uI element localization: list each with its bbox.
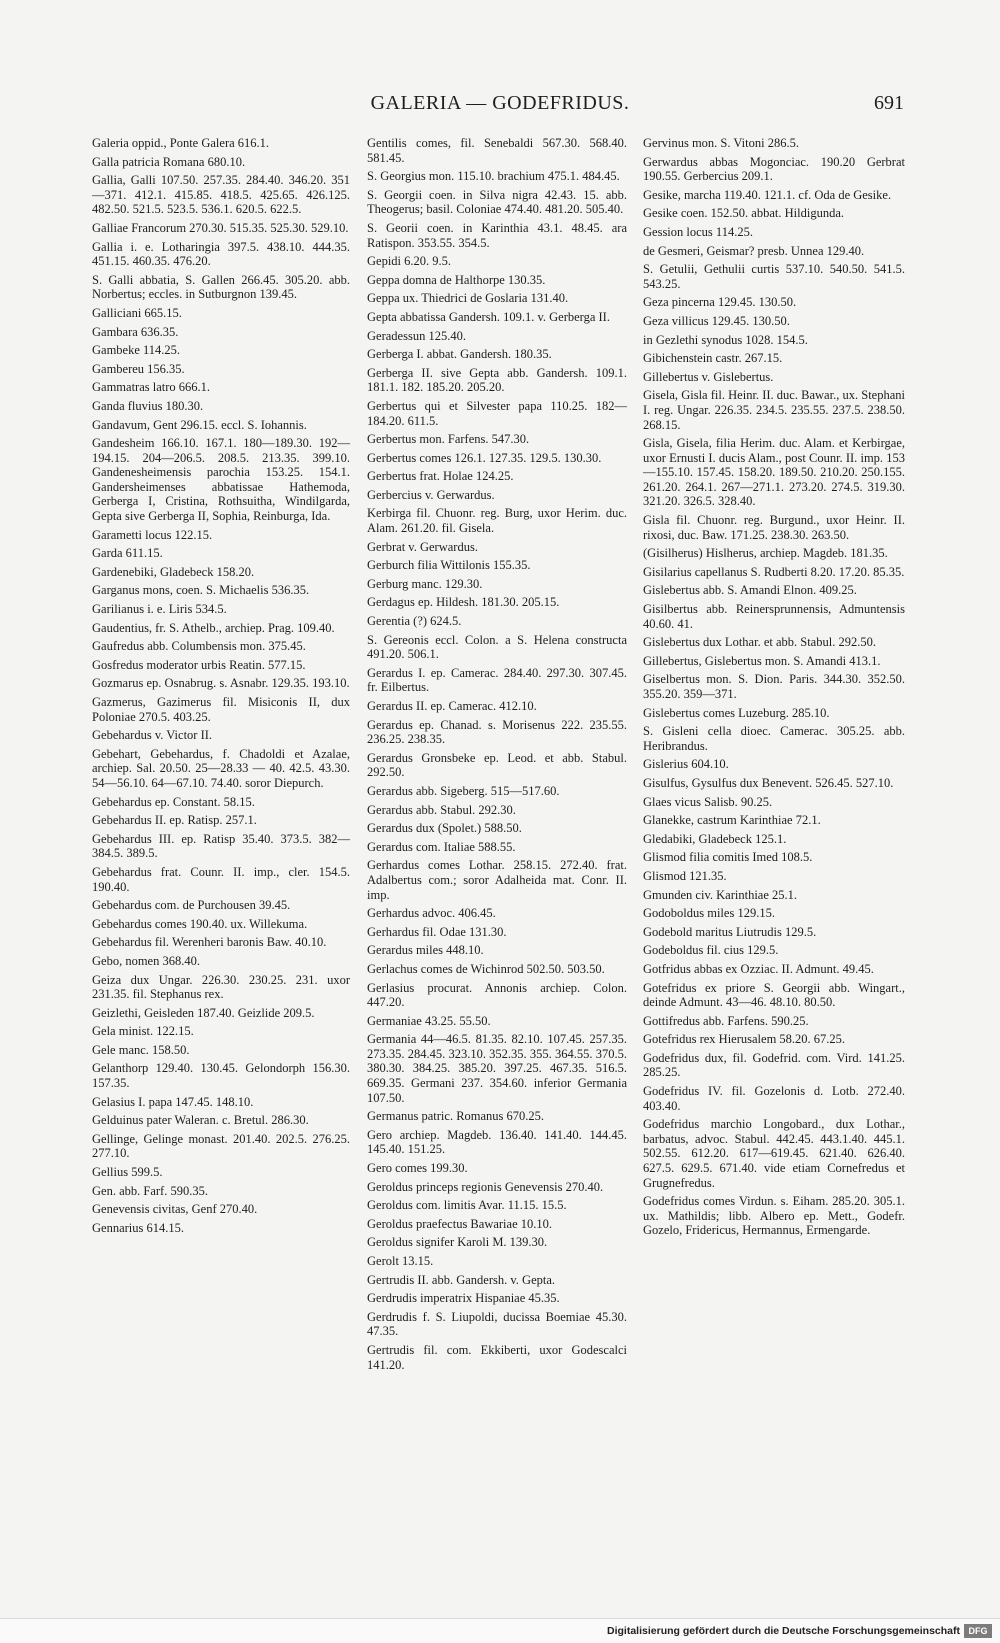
index-entry: Gerdrudis f. S. Liupoldi, ducissa Boemiae 45.30. 47.35. — [367, 1309, 627, 1339]
index-entry: Ganda fluvius 180.30. — [92, 398, 204, 413]
index-entry: Gazmerus, Gazimerus fil. Misiconis II, dux Poloniae 270.5. 403.25. — [92, 695, 350, 724]
index-entry: Gerdagus ep. Hildesh. 181.30. 205.15. — [367, 595, 560, 610]
index-entry: Gerardus ep. Chanad. s. Morisenus 222. 235.55. 236.25. 238.35. — [367, 717, 627, 747]
index-entry: Gerardus II. ep. Camerac. 412.10. — [367, 699, 537, 713]
index-entry: Gerentia (?) 624.5. — [367, 614, 462, 629]
index-entry: Glismod filia comitis Imed 108.5. — [643, 850, 813, 865]
index-entry: Gallia, Galli 107.50. 257.35. 284.40. 346.20. 351—371. 412.1. 415.85. 418.5. 425.65. 426.125. 482.50. 521.5. 523.5. 536.1. 620.5. 622.5. — [92, 173, 350, 217]
index-entry: Gerbertus qui et Silvester papa 110.25. 182—184.20. 611.5. — [367, 398, 627, 428]
index-entry: S. Gisleni cella dioec. Camerac. 305.25. abb. Heribrandus. — [643, 724, 905, 753]
index-entry: Gebehardus comes 190.40. ux. Willekuma. — [92, 916, 308, 931]
index-entry: Gerardus miles 448.10. — [367, 943, 484, 958]
index-entry: (Gisilherus) Hislherus, archiep. Magdeb. 181.35. — [643, 546, 888, 561]
footer-bar — [0, 1618, 1000, 1643]
index-entry: Gislebertus comes Luzeburg. 285.10. — [643, 705, 830, 720]
index-entry: Godefridus marchio Longobard., dux Lothar., barbatus, advoc. Stabul. 442.45. 443.1.40. 445.1. 502.55. 612.20. 617—619.45. 621.40. 626.40. 627.5. 629.5. 671.40. vide etiam Cornefredus et Grugnefredus. — [643, 1117, 905, 1190]
index-entry: Gozmarus ep. Osnabrug. s. Asnabr. 129.35. 193.10. — [92, 676, 350, 691]
index-entry: Gotfridus abbas ex Ozziac. II. Admunt. 49.45. — [643, 961, 874, 976]
index-entry: Gosfredus moderator urbis Reatin. 577.15. — [92, 657, 306, 672]
index-entry: Gero comes 199.30. — [367, 1161, 468, 1176]
index-entry: Garda 611.15. — [92, 546, 163, 561]
index-entry: Gerlasius procurat. Annonis archiep. Colon. 447.20. — [367, 980, 627, 1010]
index-entry: Garganus mons, coen. S. Michaelis 536.35. — [92, 583, 310, 598]
index-entry: S. Georgii coen. in Silva nigra 42.43. 15. abb. Theogerus; basil. Coloniae 474.40. 481.20. 505.40. — [367, 187, 627, 217]
index-entry: Geppa ux. Thiedrici de Goslaria 131.40. — [367, 291, 569, 306]
index-entry: Gibichenstein castr. 267.15. — [643, 351, 783, 366]
index-entry: Gandesheim 166.10. 167.1. 180—189.30. 192—194.15. 204—206.5. 208.5. 213.35. 399.10. Gandenesheimensis parochia 153.25. 154.1. Gandersheimenses abbatissae Hathemoda, Gerberga I, Cristina, Rothsuitha, Windilgarda, Gepta sive Gerberga II, Sophia, Reinburga, Ida. — [92, 436, 350, 524]
index-entry: Geizlethi, Geisleden 187.40. Geizlide 209.5. — [92, 1005, 315, 1020]
index-entry: Gallia i. e. Lotharingia 397.5. 438.10. 444.35. 451.15. 460.35. 476.20. — [92, 239, 350, 269]
index-entry: Gandavum, Gent 296.15. eccl. S. Iohannis. — [92, 417, 307, 432]
index-column-middle — [367, 136, 627, 1376]
index-entry: Gele manc. 158.50. — [92, 1042, 190, 1057]
index-entry: Godeboldus fil. cius 129.5. — [643, 943, 779, 958]
index-entry: Gebehardus com. de Purchousen 39.45. — [92, 898, 291, 913]
index-entry: Gession locus 114.25. — [643, 224, 753, 239]
index-entry: Gellinge, Gelinge monast. 201.40. 202.5. 276.25. 277.10. — [92, 1131, 350, 1161]
index-entry: S. Getulii, Gethulii curtis 537.10. 540.50. 541.5. 543.25. — [643, 262, 905, 291]
index-entry: Gillebertus v. Gislebertus. — [643, 369, 774, 384]
index-entry: Gentilis comes, fil. Senebaldi 567.30. 568.40. 581.45. — [367, 136, 627, 165]
index-entry: Gerardus Gronsbeke ep. Leod. et abb. Stabul. 292.50. — [367, 750, 627, 780]
index-entry: Gervinus mon. S. Vitoni 286.5. — [643, 136, 799, 150]
index-entry: Gerberga II. sive Gepta abb. Gandersh. 109.1. 181.1. 182. 185.20. 205.20. — [367, 365, 627, 395]
dfg-logo: DFG — [964, 1624, 992, 1638]
index-entry: Gerardus I. ep. Camerac. 284.40. 297.30. 307.45. fr. Eilbertus. — [367, 665, 627, 695]
page-header — [0, 92, 1000, 122]
index-entry: Gaufredus abb. Columbensis mon. 375.45. — [92, 639, 306, 654]
index-entry: S. Georii coen. in Karinthia 43.1. 48.45. ara Ratispon. 353.55. 354.5. — [367, 220, 627, 250]
index-entry: Geiza dux Ungar. 226.30. 230.25. 231. uxor 231.35. fil. Stephanus rex. — [92, 972, 350, 1002]
index-entry: Gebehart, Gebehardus, f. Chadoldi et Azalae, archiep. Sal. 20.50. 25—28.33 — 40. 42.5. 43.30. 54—56.10. 64—67.10. 74.40. soror Diepurch. — [92, 746, 350, 790]
index-entry: S. Georgius mon. 115.10. brachium 475.1. 484.45. — [367, 169, 620, 184]
index-entry: Gellius 599.5. — [92, 1165, 163, 1180]
index-entry: Gebehardus fil. Werenheri baronis Baw. 40.10. — [92, 935, 327, 950]
index-entry: Gelasius I. papa 147.45. 148.10. — [92, 1094, 254, 1109]
running-title: GALERIA — GODEFRIDUS. — [370, 92, 630, 114]
index-entry: Gebo, nomen 368.40. — [92, 953, 200, 968]
index-entry: Gebehardus II. ep. Ratisp. 257.1. — [92, 813, 257, 828]
index-entry: Galla patricia Romana 680.10. — [92, 154, 246, 169]
index-entry: Geza pincerna 129.45. 130.50. — [643, 295, 797, 310]
index-entry: Gammatras latro 666.1. — [92, 380, 211, 395]
index-entry: Gotefridus rex Hierusalem 58.20. 67.25. — [643, 1032, 846, 1047]
index-entry: Gisla fil. Chuonr. reg. Burgund., uxor Heinr. II. rixosi, duc. Baw. 171.25. 238.30. 263.50. — [643, 513, 905, 542]
index-entry: Geroldus princeps regionis Genevensis 270.40. — [367, 1179, 604, 1194]
index-entry: Gmunden civ. Karinthiae 25.1. — [643, 887, 798, 902]
index-entry: Gerlachus comes de Wichinrod 502.50. 503.50. — [367, 961, 605, 976]
index-entry: Gerardus dux (Spolet.) 588.50. — [367, 821, 522, 836]
index-entry: Gerhardus fil. Odae 131.30. — [367, 924, 507, 939]
index-entry: Godoboldus miles 129.15. — [643, 906, 775, 921]
index-entry: Gerbrat v. Gerwardus. — [367, 539, 478, 554]
index-entry: Godefridus comes Virdun. s. Eiham. 285.20. 305.1. ux. Mathildis; libb. Albero ep. Mett., Godefr. Gozelo, Fridericus, Hermannus, Ermengarde. — [643, 1194, 905, 1238]
index-entry: Gerburg manc. 129.30. — [367, 576, 483, 591]
index-entry: Godefridus IV. fil. Gozelonis d. Lotb. 272.40. 403.40. — [643, 1084, 905, 1113]
index-entry: Gerardus com. Italiae 588.55. — [367, 839, 516, 854]
index-entry: Gesike, marcha 119.40. 121.1. cf. Oda de Gesike. — [643, 187, 892, 202]
index-entry: Gennarius 614.15. — [92, 1220, 184, 1235]
index-entry: Giselbertus mon. S. Dion. Paris. 344.30. 352.50. 355.20. 359—371. — [643, 672, 905, 701]
index-entry: Geppa domna de Halthorpe 130.35. — [367, 272, 546, 287]
index-entry: Gerolt 13.15. — [367, 1254, 434, 1268]
index-entry: Gisela, Gisla fil. Heinr. II. duc. Bawar., ux. Stephani I. reg. Ungar. 226.35. 234.5. 235.55. 237.5. 238.50. 268.15. — [643, 388, 905, 432]
index-entry: S. Galli abbatia, S. Gallen 266.45. 305.20. abb. Norbertus; eccles. in Sutburgnon 139.45. — [92, 272, 350, 302]
index-entry: Gerhardus advoc. 406.45. — [367, 906, 496, 921]
index-entry: Gerbertus comes 126.1. 127.35. 129.5. 130.30. — [367, 450, 602, 465]
index-entry: Gero archiep. Magdeb. 136.40. 141.40. 144.45. 145.40. 151.25. — [367, 1127, 627, 1157]
index-entry: Gerwardus abbas Mogonciac. 190.20 Gerbrat 190.55. Gerbercius 209.1. — [643, 154, 905, 184]
index-entry: Garilianus i. e. Liris 534.5. — [92, 602, 227, 617]
index-entry: de Gesmeri, Geismar? presb. Unnea 129.40. — [643, 243, 865, 258]
index-entry: Gottifredus abb. Farfens. 590.25. — [643, 1013, 809, 1028]
index-entry: Gislebertus dux Lothar. et abb. Stabul. 292.50. — [643, 635, 876, 650]
index-entry: Gela minist. 122.15. — [92, 1024, 194, 1039]
index-entry: Gisilarius capellanus S. Rudberti 8.20. 17.20. 85.35. — [643, 564, 905, 579]
index-entry: Kerbirga fil. Chuonr. reg. Burg, uxor Herim. duc. Alam. 261.20. fil. Gisela. — [367, 506, 627, 536]
index-entry: Gertrudis II. abb. Gandersh. v. Gepta. — [367, 1272, 556, 1287]
index-entry: Gerbertus frat. Holae 124.25. — [367, 469, 514, 484]
index-entry: Gepta abbatissa Gandersh. 109.1. v. Gerberga II. — [367, 309, 610, 324]
index-column-left — [92, 136, 350, 1239]
index-entry: Godefridus dux, fil. Godefrid. com. Vird. 141.25. 285.25. — [643, 1050, 905, 1080]
index-entry: Gebehardus frat. Counr. II. imp., cler. 154.5. 190.40. — [92, 864, 350, 894]
index-entry: Germanus patric. Romanus 670.25. — [367, 1109, 545, 1124]
index-entry: Gambara 636.35. — [92, 324, 179, 339]
index-entry: Gerberga I. abbat. Gandersh. 180.35. — [367, 347, 552, 362]
index-entry: Gerbercius v. Gerwardus. — [367, 487, 495, 502]
index-entry: Gambeke 114.25. — [92, 343, 181, 358]
index-entry: Gerardus abb. Sigeberg. 515—517.60. — [367, 783, 560, 798]
index-entry: Gledabiki, Gladebeck 125.1. — [643, 831, 787, 846]
funding-credit: Digitalisierung gefördert durch die Deutsche Forschungsgemeinschaft — [607, 1625, 960, 1637]
index-entry: Geza villicus 129.45. 130.50. — [643, 313, 790, 328]
index-entry: Gebehardus ep. Constant. 58.15. — [92, 794, 255, 809]
index-entry: Gisla, Gisela, filia Herim. duc. Alam. et Kerbirgae, uxor Ernusti I. ducis Alam., post Counr. II. imp. 153—155.10. 157.45. 158.20. 189.50. 210.20. 250.155. 261.20. 264.1. 267—271.1. 273.20. 274.5. 319.30. 321.20. 326.5. 328.40. — [643, 436, 905, 509]
index-entry: Gebehardus III. ep. Ratisp 35.40. 373.5. 382—384.5. 389.5. — [92, 831, 350, 861]
index-entry: Gebehardus v. Victor II. — [92, 728, 213, 743]
index-entry: Gerbertus mon. Farfens. 547.30. — [367, 432, 530, 447]
index-entry: Gambereu 156.35. — [92, 361, 185, 376]
index-entry: Gotefridus ex priore S. Georgii abb. Wingart., deinde Admunt. 43—46. 48.10. 80.50. — [643, 980, 905, 1010]
index-entry: Gisulfus, Gysulfus dux Benevent. 526.45. 527.10. — [643, 775, 894, 790]
index-entry: Geroldus praefectus Bawariae 10.10. — [367, 1216, 552, 1231]
index-entry: Gislerius 604.10. — [643, 757, 729, 772]
index-entry: Geradessun 125.40. — [367, 328, 466, 343]
index-entry: Gepidi 6.20. 9.5. — [367, 254, 452, 269]
index-entry: Godebold maritus Liutrudis 129.5. — [643, 924, 817, 939]
index-entry: Glaes vicus Salisb. 90.25. — [643, 794, 773, 809]
index-entry: Gisilbertus abb. Reinersprunnensis, Admuntensis 40.60. 41. — [643, 602, 905, 631]
index-entry: Gelanthorp 129.40. 130.45. Gelondorph 156.30. 157.35. — [92, 1061, 350, 1091]
index-entry: Gerhardus comes Lothar. 258.15. 272.40. frat. Adalbertus com.; soror Adalheida mat. Conr. II. imp. — [367, 858, 627, 902]
index-entry: Gillebertus, Gislebertus mon. S. Amandi 413.1. — [643, 653, 881, 668]
index-entry: Galliae Francorum 270.30. 515.35. 525.30. 529.10. — [92, 220, 349, 235]
index-entry: Garametti locus 122.15. — [92, 527, 213, 542]
index-entry: Gaudentius, fr. S. Athelb., archiep. Prag. 109.40. — [92, 620, 335, 635]
index-entry: Gerburch filia Wittilonis 155.35. — [367, 558, 531, 573]
index-entry: Glismod 121.35. — [643, 868, 727, 883]
index-column-right — [643, 136, 905, 1242]
index-entry: Gertrudis fil. com. Ekkiberti, uxor Godescalci 141.20. — [367, 1342, 627, 1372]
index-entry: Genevensis civitas, Genf 270.40. — [92, 1202, 258, 1217]
index-entry: Glanekke, castrum Karinthiae 72.1. — [643, 813, 821, 828]
index-entry: Gerardus abb. Stabul. 292.30. — [367, 802, 516, 817]
index-entry: Geroldus signifer Karoli M. 139.30. — [367, 1235, 548, 1250]
index-entry: Gelduinus pater Waleran. c. Bretul. 286.30. — [92, 1113, 309, 1128]
index-entry: S. Gereonis eccl. Colon. a S. Helena constructa 491.20. 506.1. — [367, 632, 627, 662]
index-entry: Gislebertus abb. S. Amandi Elnon. 409.25. — [643, 583, 857, 598]
index-entry: Germaniae 43.25. 55.50. — [367, 1013, 491, 1028]
index-entry: Gen. abb. Farf. 590.35. — [92, 1183, 208, 1198]
index-entry: Gerdrudis imperatrix Hispaniae 45.35. — [367, 1291, 560, 1306]
index-entry: Gesike coen. 152.50. abbat. Hildigunda. — [643, 206, 844, 221]
page-number: 691 — [874, 92, 904, 114]
index-entry: Geroldus com. limitis Avar. 11.15. 15.5. — [367, 1198, 567, 1213]
index-entry: in Gezlethi synodus 1028. 154.5. — [643, 332, 808, 347]
index-entry: Galeria oppid., Ponte Galera 616.1. — [92, 136, 270, 150]
index-entry: Germania 44—46.5. 81.35. 82.10. 107.45. 257.35. 273.35. 284.45. 323.10. 352.35. 355. 364.55. 370.5. 380.30. 384.25. 385.20. 397.25. 467.35. 516.5. 669.35. Germani 237. 354.60. inferior Germania 107.50. — [367, 1032, 627, 1105]
index-entry: Gardenebiki, Gladebeck 158.20. — [92, 564, 255, 579]
index-entry: Galliciani 665.15. — [92, 305, 182, 320]
